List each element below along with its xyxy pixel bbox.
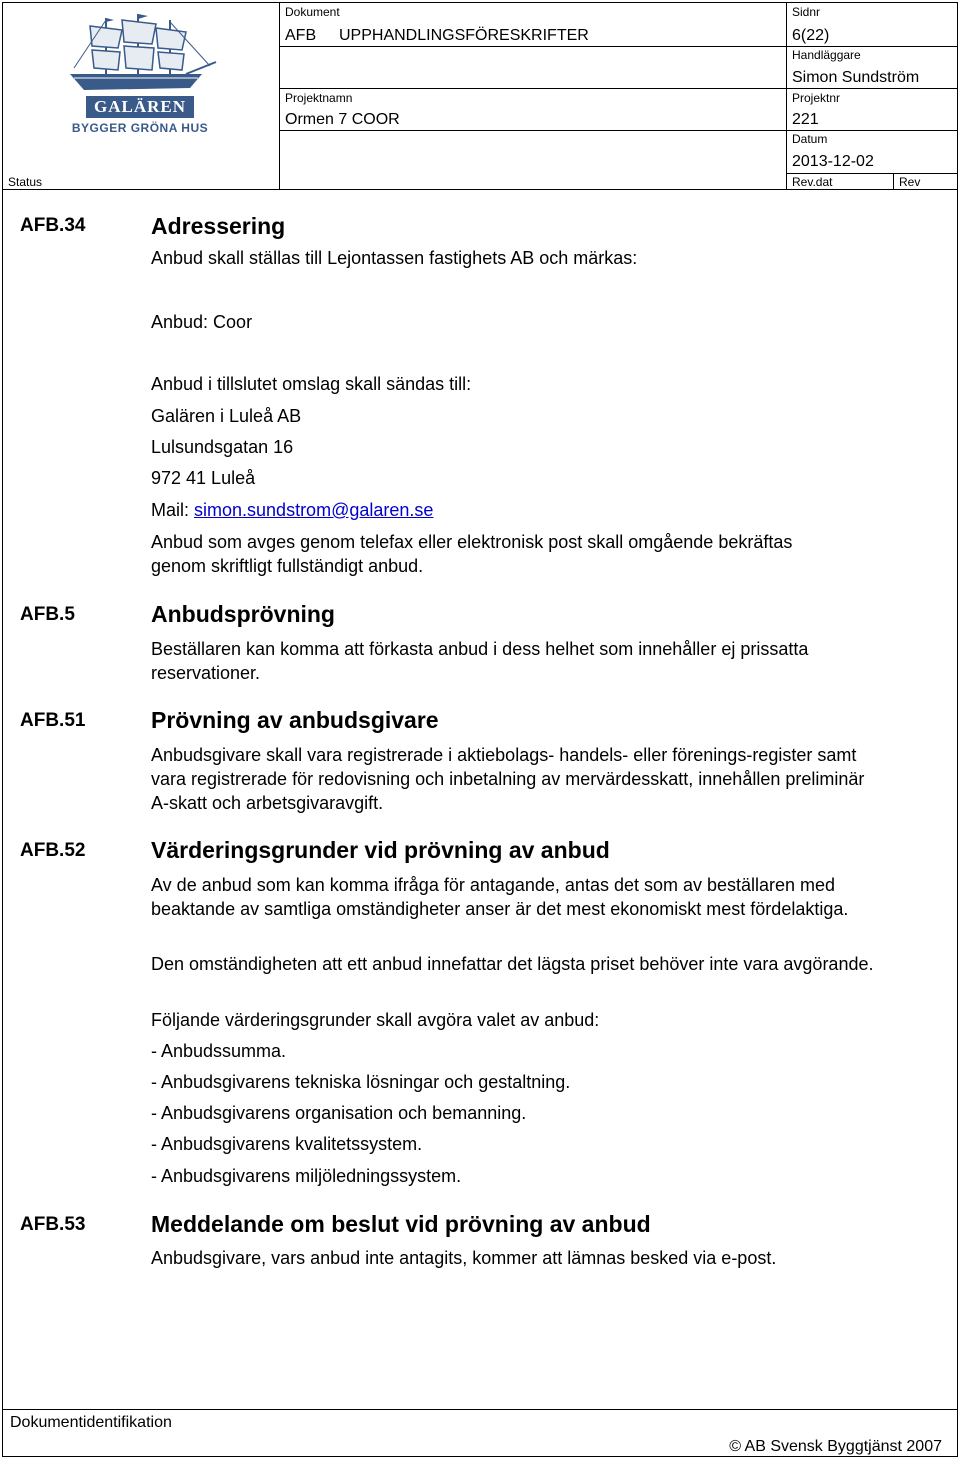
list-item: - Anbudsgivarens miljöledningssystem.: [151, 1166, 462, 1186]
section-number: AFB.34: [20, 215, 86, 236]
frame-right: [957, 2, 958, 1457]
header-vline-logo: [279, 2, 280, 189]
section-title: Värderingsgrunder vid prövning av anbud: [151, 837, 610, 863]
section-text: Anbudsgivare skall vara registrerade i aktiebolags- handels- eller förenings-register samt vara registrerade för redovisning och inbetalning av mervärdesskatt, innehållen preliminär A-skatt och arbetsgivaravgift.: [151, 745, 865, 813]
header-vline-rev: [893, 173, 894, 189]
projektnamn-label: Projektnamn: [285, 91, 353, 105]
status-label: Status: [8, 175, 43, 189]
mail-link[interactable]: simon.sundstrom@galaren.se: [194, 500, 434, 520]
header-hline-bottom: [2, 189, 958, 190]
footer-hline: [2, 1409, 958, 1410]
dokument-label: Dokument: [285, 5, 340, 19]
datum-value: 2013-12-02: [792, 153, 874, 170]
section-number: AFB.52: [20, 840, 86, 861]
frame-top: [2, 2, 958, 3]
company-logo: [60, 8, 220, 136]
list-item: - Anbudssumma.: [151, 1041, 287, 1061]
address-line: Lulsundsgatan 16: [151, 437, 294, 457]
section-title: Prövning av anbudsgivare: [151, 707, 439, 733]
sidnr-label: Sidnr: [792, 5, 821, 19]
section-text: Beställaren kan komma att förkasta anbud i dess helhet som innehåller ej prissatta reservationer.: [151, 639, 809, 683]
confirm-text: Anbud som avges genom telefax eller elektronisk post skall omgående bekräftas genom skriftligt fullständigt anbud.: [151, 532, 793, 576]
list-item: - Anbudsgivarens kvalitetssystem.: [151, 1134, 423, 1154]
section-number: AFB.5: [20, 604, 75, 625]
frame-left: [2, 2, 3, 1457]
ship-icon: [60, 8, 220, 96]
projektnr-value: 221: [792, 111, 819, 128]
logo-word: GALÄREN: [86, 96, 194, 118]
section-title: Adressering: [151, 213, 286, 239]
dokument-code: AFB: [285, 27, 317, 44]
logo-tagline: BYGGER GRÖNA HUS: [71, 121, 209, 135]
header-hline-3: [279, 130, 957, 131]
section-text: Anbud skall ställas till Lejontassen fastighets AB och märkas:: [151, 248, 638, 268]
section-text: Följande värderingsgrunder skall avgöra valet av anbud:: [151, 1010, 600, 1030]
section-text: Av de anbud som kan komma ifråga för antagande, antas det som av beställaren med beaktande av samtliga omständigheter anser är det mest ekonomiskt mest fördelaktiga.: [151, 875, 849, 919]
datum-label: Datum: [792, 132, 828, 146]
logo-wordmark: [60, 96, 220, 118]
section-text: Anbudsgivare, vars anbud inte antagits, kommer att lämnas besked via e-post.: [151, 1248, 777, 1268]
bid-marking: Anbud: Coor: [151, 312, 253, 332]
list-item: - Anbudsgivarens tekniska lösningar och gestaltning.: [151, 1072, 571, 1092]
sidnr-value: 6(22): [792, 27, 830, 44]
mail-label: Mail:: [151, 500, 195, 520]
dokument-value: UPPHANDLINGSFÖRESKRIFTER: [339, 27, 589, 44]
address-line: 972 41 Luleå: [151, 468, 256, 488]
handlaggare-label: Handläggare: [792, 48, 861, 62]
projektnamn-value: Ormen 7 COOR: [285, 111, 400, 128]
send-to-text: Anbud i tillslutet omslag skall sändas till:: [151, 374, 472, 394]
header-hline-2: [279, 88, 957, 89]
list-item: - Anbudsgivarens organisation och bemanning.: [151, 1103, 527, 1123]
header-hline-1: [279, 46, 957, 47]
revdat-label: Rev.dat: [792, 175, 833, 189]
handlaggare-value: Simon Sundström: [792, 69, 920, 86]
section-number: AFB.53: [20, 1214, 86, 1235]
rev-label: Rev: [899, 175, 921, 189]
section-title: Meddelande om beslut vid prövning av anbud: [151, 1211, 651, 1237]
projektnr-label: Projektnr: [792, 91, 841, 105]
mail-line: [151, 498, 911, 522]
section-title: Anbudsprövning: [151, 601, 335, 627]
header-vline-right: [786, 2, 787, 189]
address-line: Galären i Luleå AB: [151, 406, 302, 426]
header-hline-4: [786, 173, 957, 174]
doc-id-label: Dokumentidentifikation: [10, 1414, 172, 1431]
section-number: AFB.51: [20, 710, 86, 731]
section-text: Den omständigheten att ett anbud innefattar det lägsta priset behöver inte vara avgörande.: [151, 954, 874, 974]
copyright-text: © AB Svensk Byggtjänst 2007: [729, 1438, 942, 1455]
